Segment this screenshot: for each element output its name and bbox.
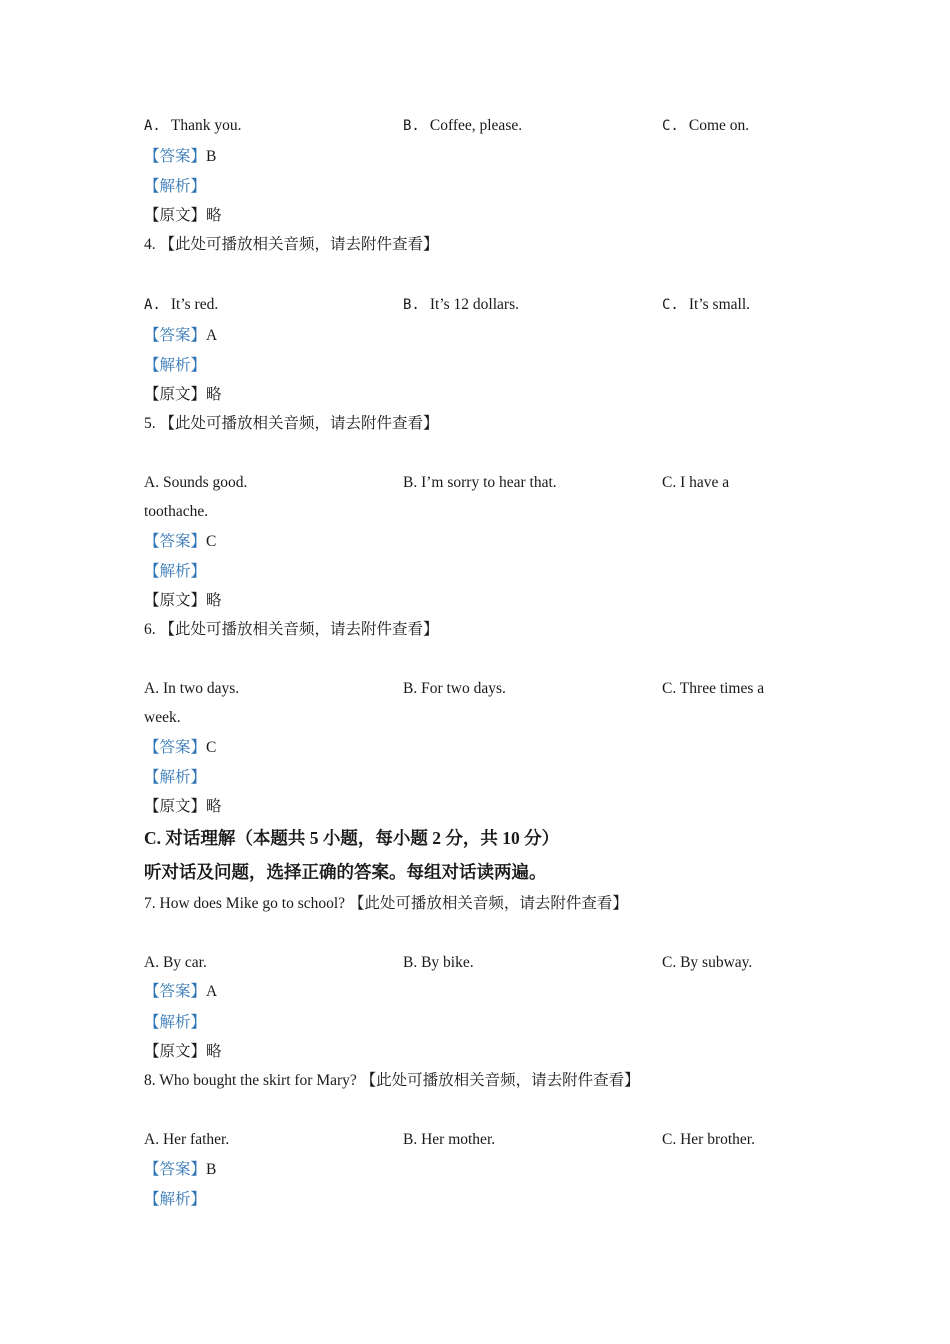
field-value: B xyxy=(206,1161,217,1178)
q3-analysis xyxy=(144,177,206,197)
q8-stem: 8. Who bought the skirt for Mary? 【此处可播放相关音频，请去附件查看】 xyxy=(144,1072,640,1089)
q5-opt-a xyxy=(144,473,247,493)
option-text: Coffee, please. xyxy=(429,117,523,134)
option-text: Thank you. xyxy=(170,117,242,134)
field-label: 【解析】 xyxy=(144,1014,207,1031)
q4-opt-b xyxy=(403,295,519,315)
q4-opt-c xyxy=(662,295,750,315)
option-letter: C. xyxy=(662,297,679,313)
option-text: B. By bike. xyxy=(403,954,474,971)
q5-analysis xyxy=(144,562,206,582)
q4-answer xyxy=(144,326,217,346)
option-text: It’s small. xyxy=(688,296,750,313)
q7-opt-b xyxy=(403,953,474,973)
field-label: 【原文】 xyxy=(144,592,207,609)
q8-opt-b xyxy=(403,1130,495,1150)
q7-original xyxy=(144,1042,222,1062)
q4-original xyxy=(144,385,222,405)
option-text: C. Three times a xyxy=(662,680,765,697)
field-label: 【答案】 xyxy=(144,1161,207,1178)
option-text: A. Sounds good. xyxy=(144,474,248,491)
q8-analysis xyxy=(144,1190,206,1210)
field-label: 【原文】 xyxy=(144,386,207,403)
q7-opt-a xyxy=(144,953,207,973)
option-letter: B. xyxy=(403,297,420,313)
q6-original xyxy=(144,797,222,817)
q6-stem: 6. 【此处可播放相关音频，请去附件查看】 xyxy=(144,621,439,638)
option-letter: B. xyxy=(403,118,420,134)
field-label: 【解析】 xyxy=(144,563,207,580)
field-label: 【原文】 xyxy=(144,207,207,224)
option-text: B. For two days. xyxy=(403,680,506,697)
q8-opt-a xyxy=(144,1130,229,1150)
field-label: 【答案】 xyxy=(144,533,207,550)
field-value: 略 xyxy=(206,207,222,224)
q5-opt-c-cont: toothache. xyxy=(144,503,209,520)
option-text: C. By subway. xyxy=(662,954,753,971)
field-value: 略 xyxy=(206,386,222,403)
option-letter: A. xyxy=(144,118,161,134)
option-text: It’s 12 dollars. xyxy=(429,296,519,313)
field-value: A xyxy=(206,327,218,344)
option-text: B. Her mother. xyxy=(403,1131,496,1148)
option-text: C. I have a xyxy=(662,474,730,491)
field-value: C xyxy=(206,533,217,550)
field-value: 略 xyxy=(206,798,222,815)
field-label: 【解析】 xyxy=(144,1191,207,1208)
q4-stem: 4. 【此处可播放相关音频，请去附件查看】 xyxy=(144,236,439,253)
field-label: 【解析】 xyxy=(144,357,207,374)
option-text: It’s red. xyxy=(170,296,219,313)
q4-opt-a xyxy=(144,295,218,315)
q5-stem: 5. 【此处可播放相关音频，请去附件查看】 xyxy=(144,415,439,432)
field-label: 【解析】 xyxy=(144,769,207,786)
q7-answer xyxy=(144,982,217,1002)
q6-opt-c xyxy=(662,679,764,699)
q5-opt-c xyxy=(662,473,729,493)
field-value: 略 xyxy=(206,1043,222,1060)
q6-opt-b xyxy=(403,679,506,699)
q6-opt-a xyxy=(144,679,239,699)
q8-opt-c xyxy=(662,1130,755,1150)
field-value: 略 xyxy=(206,592,222,609)
q6-answer xyxy=(144,738,216,758)
q5-opt-b xyxy=(403,473,557,493)
option-text: B. I’m sorry to hear that. xyxy=(403,474,557,491)
field-value: C xyxy=(206,739,217,756)
q3-opt-a xyxy=(144,116,241,136)
option-text: A. In two days. xyxy=(144,680,240,697)
field-value: A xyxy=(206,983,218,1000)
q7-stem: 7. How does Mike go to school? 【此处可播放相关音频，请去附件查看】 xyxy=(144,895,628,912)
q3-opt-c xyxy=(662,116,749,136)
option-text: Come on. xyxy=(688,117,750,134)
q7-analysis xyxy=(144,1013,206,1033)
option-text: A. By car. xyxy=(144,954,207,971)
section-c-heading: C. 对话理解（本题共 5 小题，每小题 2 分，共 10 分） xyxy=(144,828,560,848)
q8-answer xyxy=(144,1160,216,1180)
q3-answer xyxy=(144,147,216,167)
field-label: 【解析】 xyxy=(144,178,207,195)
field-label: 【答案】 xyxy=(144,739,207,756)
q3-opt-b xyxy=(403,116,522,136)
option-letter: C. xyxy=(662,118,679,134)
section-c-instruction: 听对话及问题，选择正确的答案。每组对话读两遍。 xyxy=(144,862,547,882)
q4-analysis xyxy=(144,356,206,376)
field-value: B xyxy=(206,148,217,165)
field-label: 【答案】 xyxy=(144,327,207,344)
q3-original xyxy=(144,206,222,226)
field-label: 【原文】 xyxy=(144,798,207,815)
option-letter: A. xyxy=(144,297,161,313)
q6-analysis xyxy=(144,768,206,788)
field-label: 【答案】 xyxy=(144,983,207,1000)
q6-opt-c-cont: week. xyxy=(144,709,181,726)
option-text: C. Her brother. xyxy=(662,1131,755,1148)
q5-original xyxy=(144,591,222,611)
field-label: 【答案】 xyxy=(144,148,207,165)
field-label: 【原文】 xyxy=(144,1043,207,1060)
option-text: A. Her father. xyxy=(144,1131,230,1148)
q7-opt-c xyxy=(662,953,752,973)
q5-answer xyxy=(144,532,216,552)
